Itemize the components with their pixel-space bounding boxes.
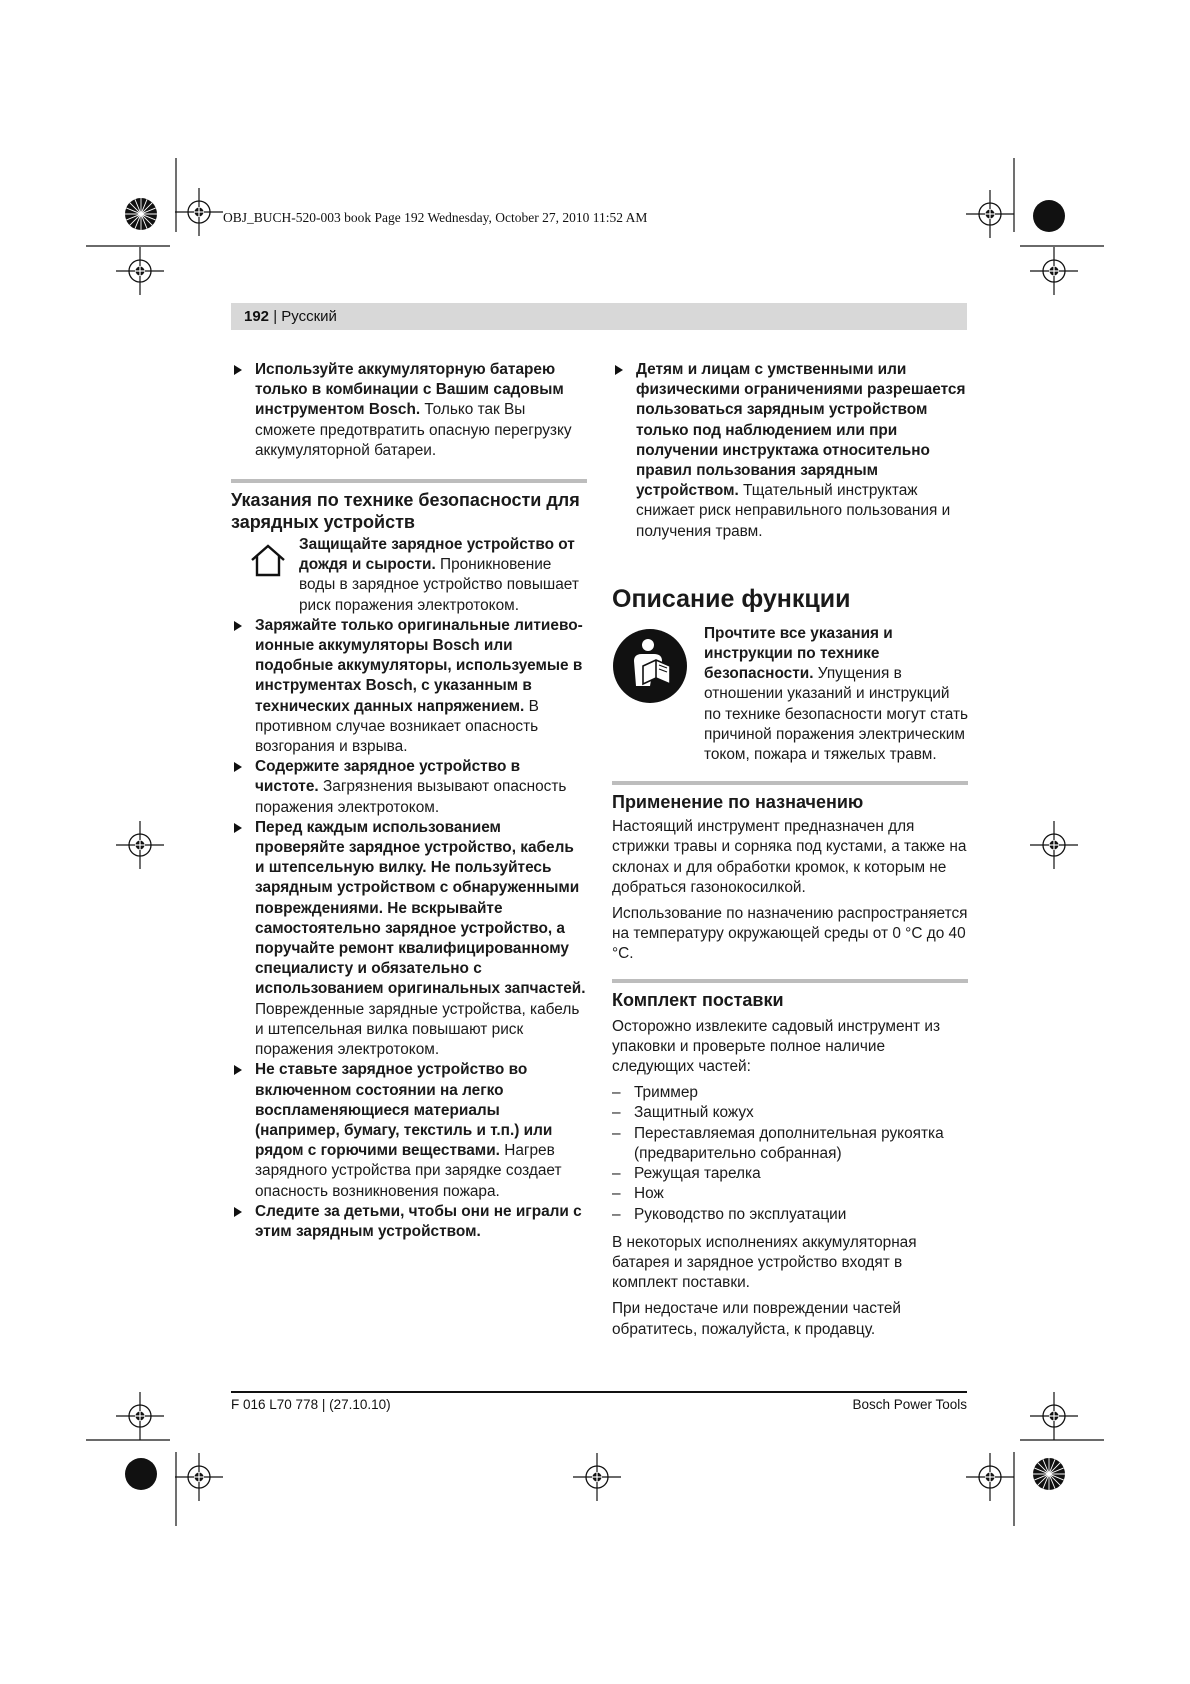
delivery-scope-heading: Комплект поставки — [612, 979, 968, 1011]
registration-mark-icon — [1030, 247, 1078, 295]
intended-use-paragraph: Настоящий инструмент предназначен для стрижки травы и сорняка под кустами, а также на склонах и для обработки кромок, к которым не добраться газонокосилкой. — [612, 818, 967, 896]
bullet-triangle-icon — [234, 1207, 242, 1217]
footer-brand: Bosch Power Tools — [852, 1397, 967, 1412]
safety-bullet: Используйте аккумуляторную батарею только в комбинации с Вашим садовым инструментом Bosch. Только так Вы сможете предотвратить опасную перегрузку аккумуляторной батареи. — [231, 360, 587, 461]
list-item: – Триммер — [612, 1084, 698, 1102]
registration-mark-icon — [1030, 1392, 1078, 1440]
safety-bullet: Заряжайте только оригинальные литиево-ионные аккумуляторы Bosch или подобные аккумуляторы, используемые в инструментах Bosch, с указанным в технических данных напряжением. В противном случае возникает опасность возгорания и взрыва. — [231, 616, 587, 757]
registration-mark-icon — [175, 188, 223, 236]
safety-bullet: Следите за детьми, чтобы они не играли с этим зарядным устройством. — [231, 1202, 587, 1242]
starburst-target-icon — [1033, 200, 1065, 232]
right-column — [612, 360, 968, 1346]
registration-mark-icon — [966, 190, 1014, 238]
bullet-triangle-icon — [234, 1065, 242, 1075]
intended-use-heading: Применение по назначению — [612, 781, 968, 813]
list-item: – Руководство по эксплуатации — [612, 1205, 847, 1223]
safety-bullet: Содержите зарядное устройство в чистоте. Загрязнения вызывают опасность поражения электротоком. — [231, 757, 587, 818]
print-job-header: OBJ_BUCH-520-003 book Page 192 Wednesday, October 27, 2010 11:52 AM — [223, 210, 648, 225]
footer-doc-code: F 016 L70 778 | (27.10.10) — [231, 1397, 391, 1412]
registration-mark-icon — [966, 1453, 1014, 1501]
delivery-intro: Осторожно извлеките садовый инструмент из упаковки и проверьте полное наличие следующих частей: — [612, 1017, 941, 1076]
delivery-note: В некоторых исполнениях аккумуляторная батарея и зарядное устройство входят в комплект поставки. — [612, 1233, 917, 1292]
footer-rule — [231, 1391, 967, 1393]
registration-mark-icon — [116, 1392, 164, 1440]
starburst-target-icon — [125, 198, 157, 230]
starburst-target-icon — [1033, 1458, 1065, 1490]
list-item: – Режущая тарелка — [612, 1165, 761, 1183]
registration-mark-icon — [175, 1453, 223, 1501]
page-number: 192 — [244, 308, 270, 325]
registration-mark-icon — [1030, 821, 1078, 869]
registration-mark-icon — [116, 821, 164, 869]
bullet-triangle-icon — [234, 621, 242, 631]
house-icon — [249, 543, 287, 583]
registration-mark-icon — [116, 247, 164, 295]
bullet-triangle-icon — [234, 823, 242, 833]
read-instructions-notice: Прочтите все указания и инструкции по технике безопасности. Упущения в отношении указаний и инструкций по технике безопасности могут стать причиной поражения электрическим током, пожара и тяжелых травм. — [612, 624, 968, 765]
safety-bullet: Перед каждым использованием проверяйте зарядное устройство, кабель и штепсельную вилку. Не пользуйтесь зарядным устройством с обнаруженными повреждениями. Не вскрывайте самостоятельно зарядное устройство, а поручайте ремонт квалифицированному специалисту и обязательно с использованием оригинальных запчастей. Поврежденные зарядные устройства, кабель и штепсельная вилка повышают риск поражения электротоком. — [231, 818, 587, 1060]
page-language: Русский — [281, 308, 337, 325]
page-header-bar — [231, 303, 967, 330]
header-separator: | — [273, 308, 278, 325]
delivery-contact: При недостаче или повреждении частей обратитесь, пожалуйста, к продавцу. — [612, 1300, 901, 1338]
safety-bullet: Не ставьте зарядное устройство во включенном состоянии на легко воспламеняющиеся материалы (например, бумагу, текстиль и т.п.) или рядом с горючими веществами. Нагрев зарядного устройства при зарядке создает опасность возникновения пожара. — [231, 1060, 587, 1201]
read-manual-icon — [612, 628, 688, 710]
protect-rain-notice: Защищайте зарядное устройство от дождя и сырости. Проникновение воды в зарядное устройство повышает риск поражения электротоком. — [231, 535, 587, 616]
temperature-paragraph: Использование по назначению распространяется на температуру окружающей среды от 0 °C до 40 °C. — [612, 905, 968, 963]
bullet-triangle-icon — [615, 365, 623, 375]
starburst-target-icon — [125, 1458, 157, 1490]
left-column — [231, 360, 587, 1242]
function-description-title: Описание функции — [612, 584, 851, 613]
list-item: – Нож — [612, 1185, 664, 1203]
list-item: – Переставляемая дополнительная рукоятка (предварительно собранная) — [612, 1124, 944, 1162]
safety-bullet: Детям и лицам с умственными или физическими ограничениями разрешается пользоваться зарядным устройством только под наблюдением или при получении инструктажа относительно правил пользования зарядным устройством. Тщательный инструктаж снижает риск неправильного пользования и получения травм. — [612, 360, 968, 542]
registration-mark-icon — [573, 1453, 621, 1501]
charger-safety-heading: Указания по технике безопасности для зарядных устройств — [231, 479, 587, 533]
list-item: – Защитный кожух — [612, 1104, 754, 1122]
bullet-triangle-icon — [234, 762, 242, 772]
bullet-triangle-icon — [234, 365, 242, 375]
delivery-list — [612, 1083, 968, 1224]
